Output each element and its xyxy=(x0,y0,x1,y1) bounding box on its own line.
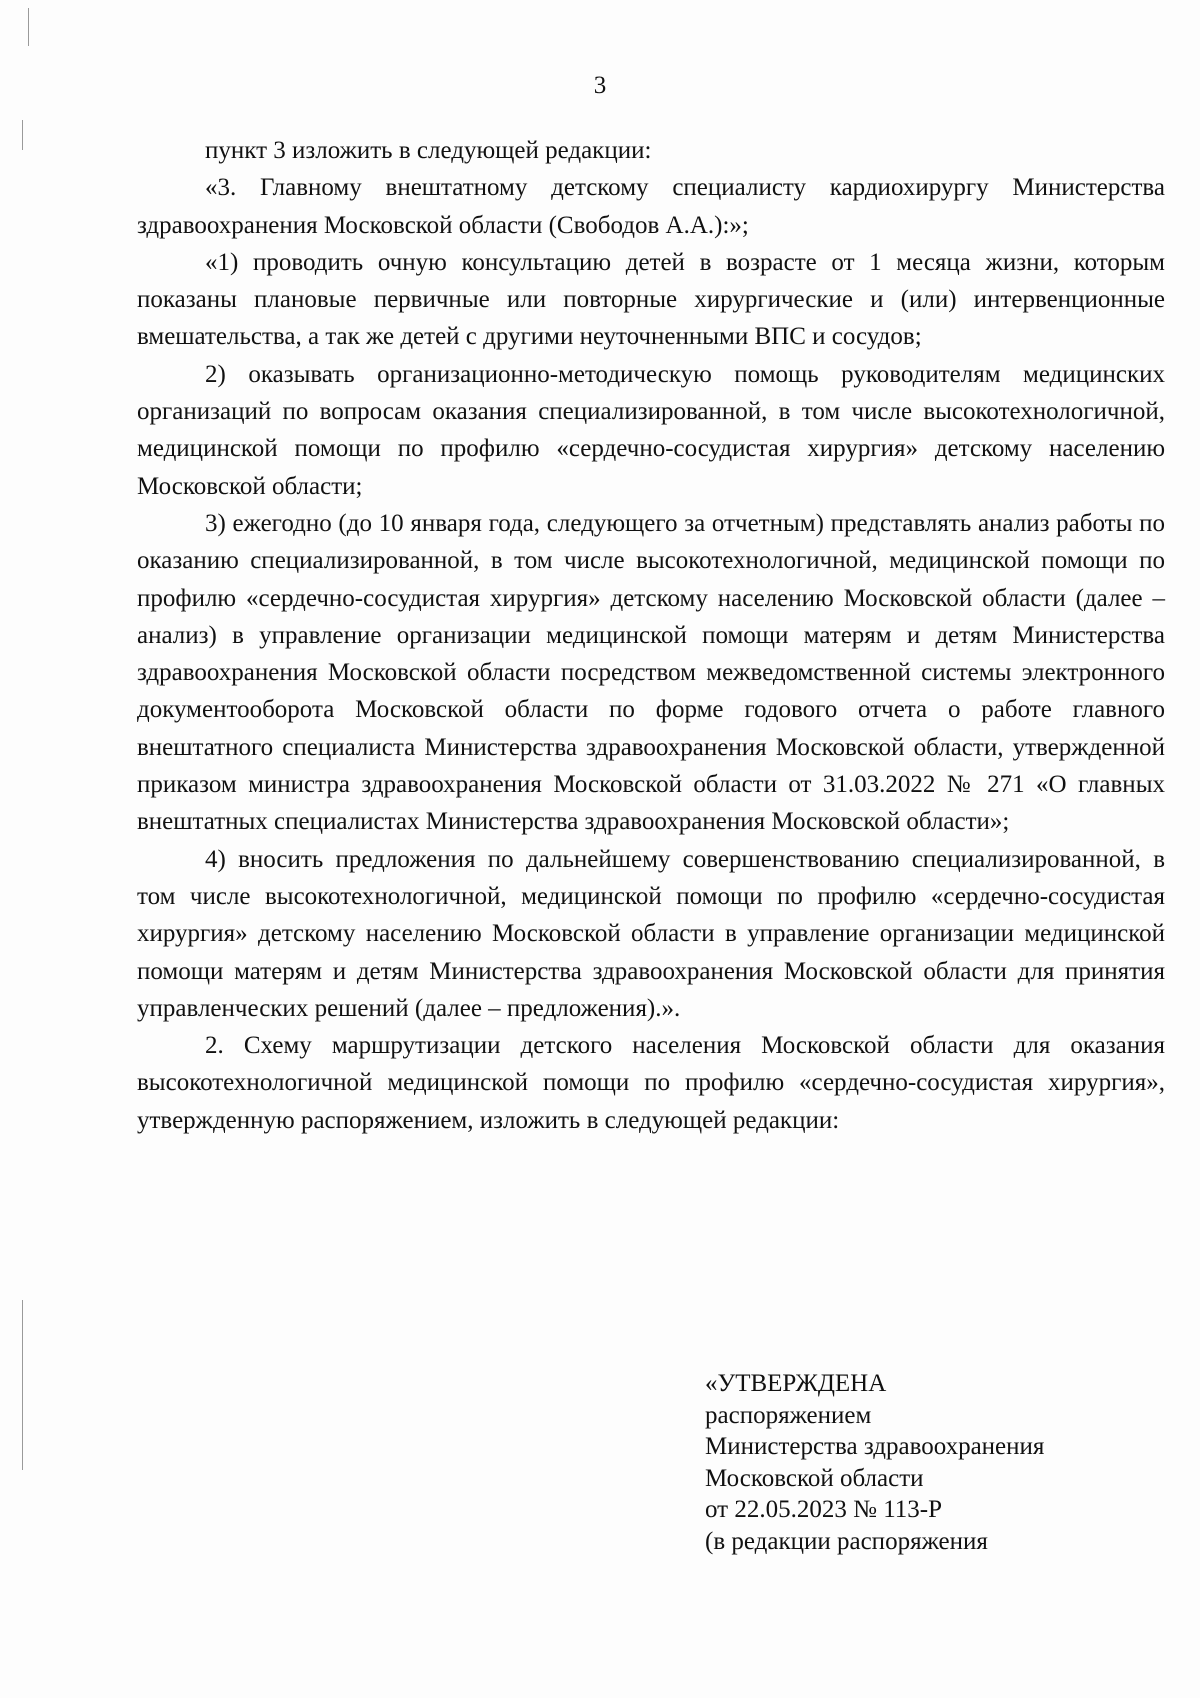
approval-line: распоряжением xyxy=(705,1401,872,1429)
page-number: 3 xyxy=(593,72,607,99)
approval-line: от 22.05.2023 № 113-Р xyxy=(705,1496,942,1524)
paragraph-point-2: 2. Схему маршрутизации детского населения Московской области для оказания высокотехнологичной медицинской помощи по профилю «сердечно-сосудистая хирургия», утвержденную распоряжением, изложить в следующей редакции: xyxy=(137,1032,1165,1134)
scan-edge-mark xyxy=(22,120,23,150)
paragraph-subitem-2: 2) оказывать организационно-методическую помощь руководителям медицинских организаций по вопросам оказания специализированной, в том числе высокотехнологичной, медицинской помощи по профилю «сердечно-сосудистая хирургия» детскому населению Московской области; xyxy=(137,360,1165,500)
paragraph-item-3: «3. Главному внештатному детскому специалисту кардиохирургу Министерства здравоохранения Московской области (Свободов А.А.):»; xyxy=(137,174,1165,239)
scan-edge-mark xyxy=(22,1300,23,1470)
paragraph-intro: пункт 3 изложить в следующей редакции: xyxy=(205,137,652,164)
approval-stamp-block xyxy=(705,1368,1155,1558)
approval-line: «УТВЕРЖДЕНА xyxy=(705,1370,887,1397)
approval-line: Московской области xyxy=(705,1464,924,1492)
approval-line: (в редакции распоряжения xyxy=(705,1527,988,1555)
paragraph-subitem-3: 3) ежегодно (до 10 января года, следующего за отчетным) представлять анализ работы по оказанию специализированной, в том числе высокотехнологичной, медицинской помощи по профилю «сердечно-сосудистая хирургия» детскому населению Московской области (далее – анализ) в управление организации медицинской помощи матерям и детям Министерства здравоохранения Московской области посредством межведомственной системы электронного документооборота Московской области по форме годового отчета о работе главного внештатного специалиста Министерства здравоохранения Московской области, утвержденной приказом министра здравоохранения Московской области от 31.03.2022 № 271 «О главных внештатных специалистах Министерства здравоохранения Московской области»; xyxy=(137,509,1165,836)
document-body xyxy=(137,132,1165,1139)
paragraph-subitem-1: «1) проводить очную консультацию детей в возрасте от 1 месяца жизни, которым показаны плановые первичные или повторные хирургические и (или) интервенционные вмешательства, а так же детей с другими неуточненными ВПС и сосудов; xyxy=(137,248,1165,351)
approval-line: Министерства здравоохранения xyxy=(705,1433,1045,1461)
paragraph-subitem-4: 4) вносить предложения по дальнейшему совершенствованию специализированной, в том числе высокотехнологичной, медицинской помощи по профилю «сердечно-сосудистая хирургия» детскому населению Московской области в управление организации медицинской помощи матерям и детям Министерства здравоохранения Московской области для принятия управленческих решений (далее – предложения).». xyxy=(137,845,1165,1022)
scan-edge-mark xyxy=(28,8,29,46)
